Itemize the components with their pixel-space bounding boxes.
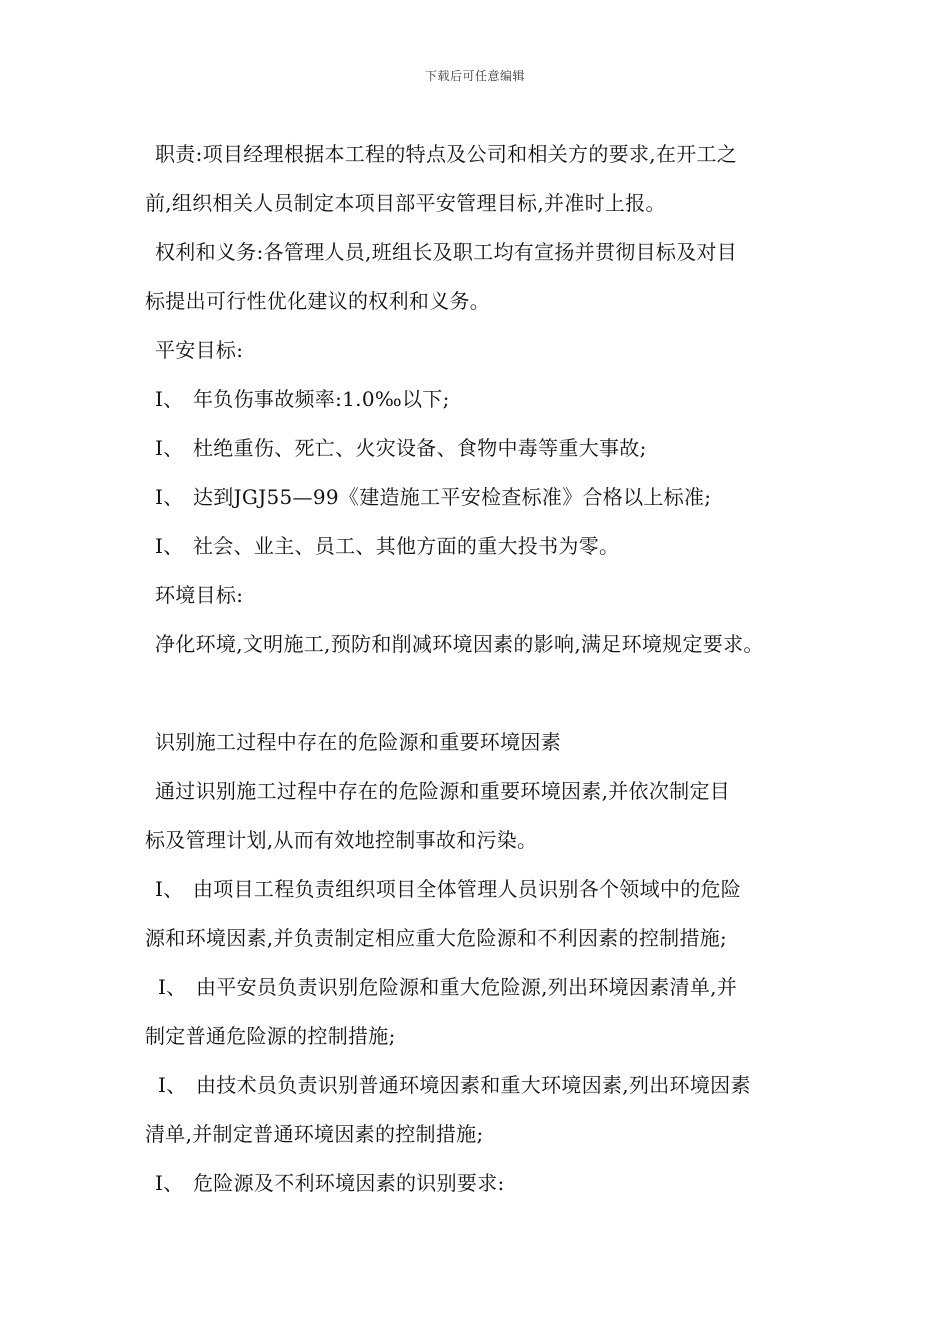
section-heading: 平安目标: xyxy=(155,338,244,362)
bullet-marker: I、 xyxy=(155,387,184,411)
paragraph-line: 制定普通危险源的控制措施; xyxy=(145,1024,396,1048)
section-heading: 环境目标: xyxy=(155,583,244,607)
list-item: I、 杜绝重伤、死亡、火灾设备、食物中毒等重大事故; xyxy=(145,424,835,473)
document-body xyxy=(145,130,835,1208)
list-item: I、 社会、业主、员工、其他方面的重大投书为零。 xyxy=(145,522,835,571)
bullet-marker: I、 xyxy=(155,877,184,901)
page-header: 下载后可任意编辑 xyxy=(424,69,525,83)
bullet-marker: I、 xyxy=(155,1171,184,1195)
bullet-marker: I、 xyxy=(158,1073,187,1097)
bullet-marker: I、 xyxy=(155,436,184,460)
list-item: I、 由技术员负责识别普通环境因素和重大环境因素,列出环境因素 xyxy=(145,1061,835,1110)
paragraph-line: 权利和义务:各管理人员,班组长及职工均有宣扬并贯彻目标及对目 xyxy=(155,240,738,264)
bullet-marker: I、 xyxy=(158,975,187,999)
bullet-marker: I、 xyxy=(155,485,184,509)
blank-line xyxy=(145,669,835,718)
bullet-marker: I、 xyxy=(155,534,184,558)
paragraph-line: 净化环境,文明施工,预防和削减环境因素的影响,满足环境规定要求。 xyxy=(155,632,764,656)
list-item: I、 达到JGJ55—99《建造施工平安检查标准》合格以上标准; xyxy=(145,473,835,522)
section-heading: 识别施工过程中存在的危险源和重要环境因素 xyxy=(155,730,561,754)
paragraph-line: 标提出可行性优化建议的权利和义务。 xyxy=(145,289,491,313)
paragraph-line: 通过识别施工过程中存在的危险源和重要环境因素,并依次制定目 xyxy=(155,779,731,803)
list-item: I、 由项目工程负责组织项目全体管理人员识别各个领域中的危险 xyxy=(145,865,835,914)
list-item: I、 危险源及不利环境因素的识别要求: xyxy=(145,1159,835,1208)
list-item: I、 由平安员负责识别危险源和重大危险源,列出环境因素清单,并 xyxy=(145,963,835,1012)
paragraph-line: 清单,并制定普通环境因素的控制措施; xyxy=(145,1122,484,1146)
paragraph-line: 职责:项目经理根据本工程的特点及公司和相关方的要求,在开工之 xyxy=(155,142,738,166)
list-item: I、 年负伤事故频率:1.0‰以下; xyxy=(145,375,835,424)
paragraph-line: 标及管理计划,从而有效地控制事故和污染。 xyxy=(145,828,538,852)
paragraph-line: 源和环境因素,并负责制定相应重大危险源和不利因素的控制措施; xyxy=(145,926,728,950)
paragraph-line: 前,组织相关人员制定本项目部平安管理目标,并准时上报。 xyxy=(145,191,666,215)
